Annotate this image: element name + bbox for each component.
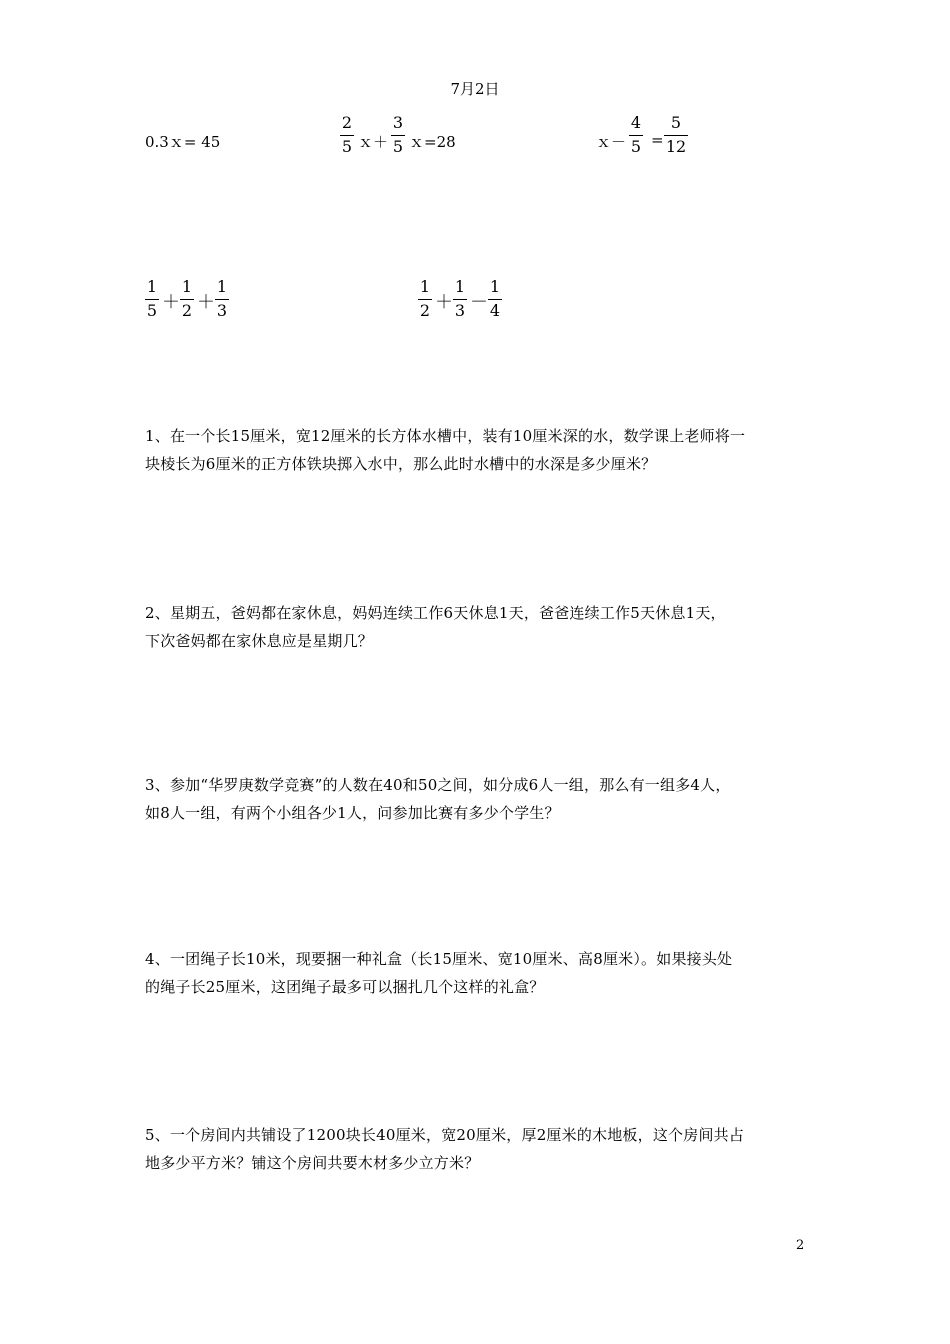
problem-3 — [145, 771, 813, 827]
fraction-bar — [391, 135, 405, 136]
fraction — [180, 278, 194, 320]
fraction — [215, 278, 229, 320]
problem-line: 2、星期五，爸妈都在家休息，妈妈连续工作6天休息1天，爸爸连续工作5天休息1天， — [145, 604, 726, 622]
fraction-bar — [180, 299, 194, 300]
denominator: 2 — [419, 301, 431, 320]
fraction-bar — [664, 135, 688, 136]
fraction-bar — [145, 299, 159, 300]
problem-line: 3、参加“华罗庚数学竞赛”的人数在40和50之间，如分成6人一组，那么有一组多4人， — [145, 776, 731, 794]
fraction — [629, 114, 643, 156]
problem-line: 4、一团绳子长10米，现要捆一种礼盒（长15厘米、宽10厘米、高8厘米）。如果接头处 — [145, 950, 733, 968]
equals-sign: = — [651, 131, 664, 149]
numerator: 1 — [181, 277, 193, 296]
denominator: 5 — [146, 301, 158, 320]
page-number: 2 — [796, 1238, 805, 1253]
operator: － — [470, 292, 488, 313]
fraction-bar — [488, 299, 502, 300]
equation-text: ｘ－ — [596, 133, 627, 151]
denominator: 4 — [489, 301, 501, 320]
numerator: 1 — [489, 277, 501, 296]
fraction — [340, 114, 354, 156]
problem-line: 的绳子长25厘米，这团绳子最多可以捆扎几个这样的礼盒？ — [145, 978, 545, 996]
numerator: 1 — [454, 277, 466, 296]
operator: ＋ — [197, 292, 215, 313]
problem-line: 5、一个房间内共铺设了1200块长40厘米，宽20厘米，厚2厘米的木地板，这个房间共占 — [145, 1126, 745, 1144]
fraction-bar — [418, 299, 432, 300]
denominator: 3 — [216, 301, 228, 320]
numerator: 2 — [341, 113, 353, 132]
fraction-bar — [629, 135, 643, 136]
equation-1: 0.3ｘ= 45 — [145, 133, 221, 151]
denominator: 2 — [181, 301, 193, 320]
fraction — [488, 278, 502, 320]
problem-line: 1、在一个长15厘米，宽12厘米的长方体水槽中，装有10厘米深的水，数学课上老师将一 — [145, 427, 746, 445]
problem-1 — [145, 422, 813, 478]
problem-line: 地多少平方米？铺这个房间共要木材多少立方米？ — [145, 1154, 480, 1172]
fraction-bar — [340, 135, 354, 136]
numerator: 3 — [392, 113, 404, 132]
numerator: 1 — [146, 277, 158, 296]
fraction — [145, 278, 159, 320]
problem-line: 下次爸妈都在家休息应是星期几？ — [145, 632, 374, 650]
numerator: 1 — [216, 277, 228, 296]
numerator: 4 — [630, 113, 642, 132]
fraction-bar — [215, 299, 229, 300]
denominator: 5 — [341, 137, 353, 156]
equation-text: ｘ=28 — [409, 133, 456, 151]
fraction-bar — [453, 299, 467, 300]
numerator: 5 — [670, 113, 682, 132]
denominator: 5 — [392, 137, 404, 156]
denominator: 5 — [630, 137, 642, 156]
denominator: 12 — [665, 137, 687, 156]
fraction — [453, 278, 467, 320]
fraction — [391, 114, 405, 156]
problem-2 — [145, 599, 813, 655]
problem-line: 如8人一组，有两个小组各少1人，问参加比赛有多少个学生？ — [145, 804, 560, 822]
fraction — [418, 278, 432, 320]
fraction — [664, 114, 688, 156]
equation-text: ｘ＋ — [358, 133, 389, 151]
numerator: 1 — [419, 277, 431, 296]
operator: ＋ — [162, 292, 180, 313]
denominator: 3 — [454, 301, 466, 320]
problem-5 — [145, 1121, 813, 1177]
problem-line: 块棱长为6厘米的正方体铁块掷入水中，那么此时水槽中的水深是多少厘米？ — [145, 455, 657, 473]
problem-4 — [145, 945, 813, 1001]
operator: ＋ — [435, 292, 453, 313]
page-date: 7月2日 — [450, 80, 500, 98]
